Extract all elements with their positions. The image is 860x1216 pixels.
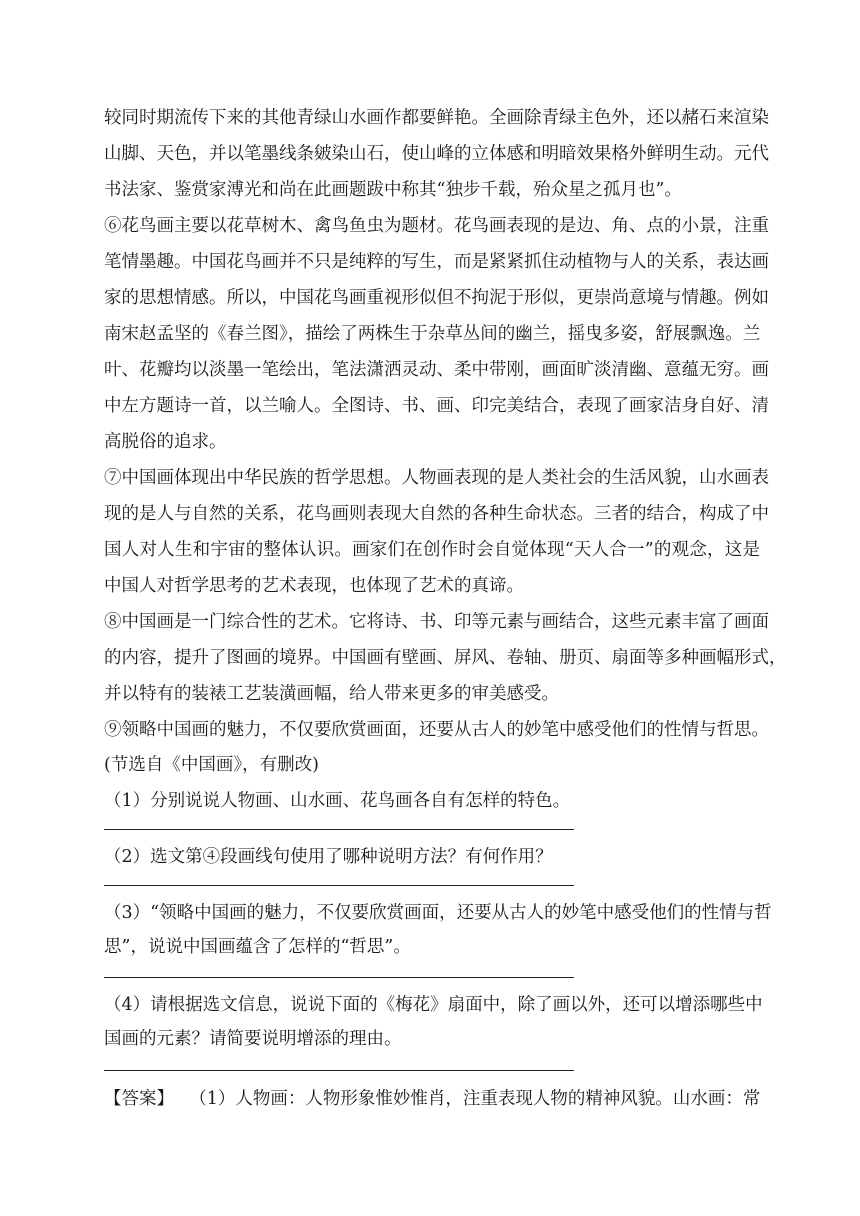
paragraph-5-line-2: 山脚、天色，并以笔墨线条皴染山石，使山峰的立体感和明暗效果格外鲜明生动。元代 bbox=[104, 144, 769, 164]
answer-blank-4[interactable] bbox=[104, 1070, 574, 1071]
source-note: (节选自《中国画》，有删改) bbox=[104, 755, 319, 775]
paragraph-7-line-3: 国人对人生和宇宙的整体认识。画家们在创作时会自觉体现“天人合一”的观念，这是 bbox=[104, 540, 760, 560]
paragraph-9: ⑨领略中国画的魅力，不仅要欣赏画面，还要从古人的妙笔中感受他们的性情与哲思。 bbox=[104, 720, 769, 740]
question-1: （1）分别说说人物画、山水画、花鸟画各自有怎样的特色。 bbox=[104, 791, 571, 811]
paragraph-6-line-4: 南宋赵孟坚的《春兰图》，描绘了两株生于杂草丛间的幽兰，摇曳多姿，舒展飘逸。兰 bbox=[104, 324, 761, 344]
paragraph-6-line-7: 高脱俗的追求。 bbox=[104, 432, 227, 452]
paragraph-8-line-1: ⑧中国画是一门综合性的艺术。它将诗、书、印等元素与画结合，这些元素丰富了画面 bbox=[104, 612, 769, 632]
question-3-line-2: 思”，说说中国画蕴含了怎样的“哲思”。 bbox=[104, 937, 411, 957]
question-4-line-2: 国画的元素？请简要说明增添的理由。 bbox=[104, 1029, 402, 1049]
paragraph-6-line-3: 家的思想情感。所以，中国花鸟画重视形似但不拘泥于形似，更崇尚意境与情趣。例如 bbox=[104, 288, 769, 308]
answer-blank-2[interactable] bbox=[104, 885, 574, 886]
paragraph-6-line-6: 中左方题诗一首，以兰喻人。全图诗、书、画、印完美结合，表现了画家洁身自好、清 bbox=[104, 396, 769, 416]
question-3-line-1: （3）“领略中国画的魅力，不仅要欣赏画面，还要从古人的妙笔中感受他们的性情与哲 bbox=[104, 903, 772, 923]
question-4-line-1: （4）请根据选文信息，说说下面的《梅花》扇面中，除了画以外，还可以增添哪些中 bbox=[104, 995, 763, 1015]
paragraph-7-line-4: 中国人对哲学思考的艺术表现，也体现了艺术的真谛。 bbox=[104, 576, 524, 596]
answer-text: （1）人物画：人物形象惟妙惟肖，注重表现人物的精神风貌。山水画：常 bbox=[198, 1089, 761, 1109]
paragraph-5-line-3: 书法家、鉴赏家溥光和尚在此画题跋中称其“独步千载，殆众星之孤月也”。 bbox=[104, 180, 682, 200]
paragraph-8-line-2: 的内容，提升了图画的境界。中国画有壁画、屏风、卷轴、册页、扇面等多种画幅形式， bbox=[104, 648, 787, 668]
answer-blank-1[interactable] bbox=[104, 829, 574, 830]
answer-line bbox=[104, 1087, 760, 1111]
paragraph-8-line-3: 并以特有的装裱工艺装潢画幅，给人带来更多的审美感受。 bbox=[104, 684, 559, 704]
paragraph-5-line-1: 较同时期流传下来的其他青绿山水画作都要鲜艳。全画除青绿主色外，还以赭石来渲染 bbox=[104, 108, 769, 128]
paragraph-7-line-2: 现的是人与自然的关系，花鸟画则表现大自然的各种生命状态。三者的结合，构成了中 bbox=[104, 504, 769, 524]
answer-label: 【答案】 bbox=[104, 1089, 174, 1109]
paragraph-6-line-1: ⑥花鸟画主要以花草树木、禽鸟鱼虫为题材。花鸟画表现的是边、角、点的小景，注重 bbox=[104, 216, 769, 236]
paragraph-6-line-5: 叶、花瓣均以淡墨一笔绘出，笔法潇洒灵动、柔中带刚，画面旷淡清幽、意蕴无穷。画 bbox=[104, 360, 769, 380]
paragraph-7-line-1: ⑦中国画体现出中华民族的哲学思想。人物画表现的是人类社会的生活风貌，山水画表 bbox=[104, 468, 769, 488]
answer-blank-3[interactable] bbox=[104, 977, 574, 978]
paragraph-6-line-2: 笔情墨趣。中国花鸟画并不只是纯粹的写生，而是紧紧抓住动植物与人的关系，表达画 bbox=[104, 252, 769, 272]
question-2: （2）选文第④段画线句使用了哪种说明方法？有何作用？ bbox=[104, 847, 553, 867]
